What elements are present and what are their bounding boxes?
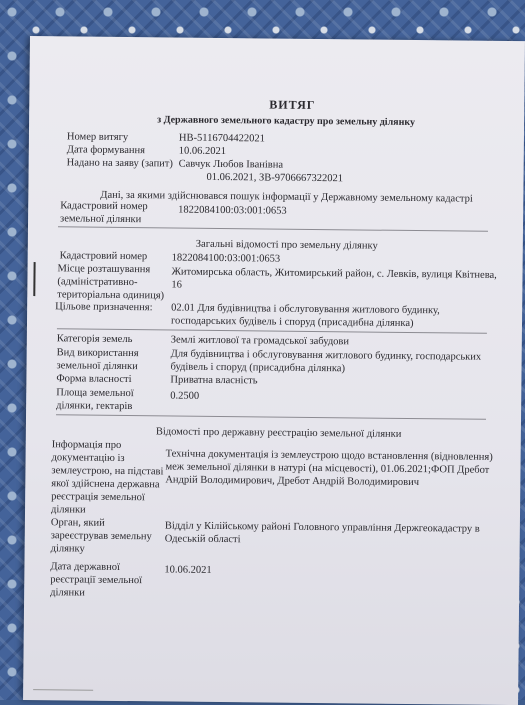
purpose-label: Цільове призначення: <box>55 301 153 314</box>
area-label: Площа земельної ділянки, гектарів <box>56 387 134 413</box>
search-heading: Дані, за якими здійснювався пошук інформації у Державному земельному кадастрі <box>100 189 473 205</box>
ownership-label: Форма власності <box>56 373 132 386</box>
document-title: ВИТЯГ <box>269 97 316 112</box>
formation-date-label: Дата формування <box>66 144 146 157</box>
registration-date-value: 10.06.2021 <box>164 564 212 576</box>
usage-value: Для будівництва і обслуговування житлового будинку, господарських будівель і споруд (присадибна ділянка) <box>170 348 482 375</box>
category-label: Категорія земель <box>56 333 133 346</box>
usage-label: Вид використання земельної ділянки <box>56 347 139 373</box>
purpose-value: 02.01 Для будівництва і обслуговування житлового будинку, господарських будівель і споруд (присадибна ділянка) <box>170 302 440 330</box>
request-value-date: 01.06.2021, ЗВ-9706667322021 <box>206 171 344 185</box>
general-heading: Загальні відомості про земельну ділянку <box>195 238 378 252</box>
formation-date-value: 10.06.2021 <box>178 145 227 158</box>
ownership-value: Приватна власність <box>170 374 258 387</box>
registration-docs-value: Технічна документація із землеустрою щодо встановлення (відновлення) меж земельної ділянки в натурі (на місцевості), 01.06.2021;ФОП Дребот Андрій Володимирович, Дребот Андрій Володимирович <box>165 448 493 489</box>
document-page <box>23 36 525 705</box>
registration-organ-label: Орган, який зареєстрував земельну ділянку <box>50 517 152 555</box>
extract-number-value: НВ-5116704422021 <box>178 132 265 145</box>
search-cadastre-value: 1822084100:03:001:0653 <box>178 204 287 217</box>
document-subtitle: з Державного земельного кадастру про земельну ділянку <box>157 114 416 129</box>
divider <box>58 226 488 232</box>
extract-number-label: Номер витягу <box>66 131 129 144</box>
general-cadastre-value: 1822084100:03:001:0653 <box>171 252 281 265</box>
area-value: 0.2500 <box>170 390 200 402</box>
registration-organ-value: Відділ у Кілійському районі Головного управління Держгеокадастру в Одеській області <box>164 520 480 546</box>
request-value: Савчук Любов Іванівна <box>178 158 284 171</box>
category-value: Землі житлової та громадської забудови <box>170 334 350 348</box>
footer-mark <box>33 689 93 697</box>
request-label: Надано на заяву (запит) <box>66 157 173 170</box>
registration-docs-label: Інформація про документацію із землеустрою, на підставі якої здійснена державна реєстрація земельної ділянки <box>50 439 164 516</box>
general-cadastre-label: Кадастровий номер <box>59 250 148 263</box>
location-label: Місце розташування (адміністративно-територіальна одиниця) <box>57 263 165 302</box>
registration-heading: Відомості про державну реєстрацію земельної ділянки <box>155 426 402 440</box>
location-value: Житомирська область, Житомирський район, с. Левків, вулиця Квітнева, 16 <box>171 266 497 291</box>
margin-mark <box>33 262 35 296</box>
search-cadastre-label: Кадастровий номер земельної ділянки <box>60 200 148 226</box>
divider <box>56 414 486 420</box>
registration-date-label: Дата державної реєстрації земельної ділянки <box>50 561 143 599</box>
